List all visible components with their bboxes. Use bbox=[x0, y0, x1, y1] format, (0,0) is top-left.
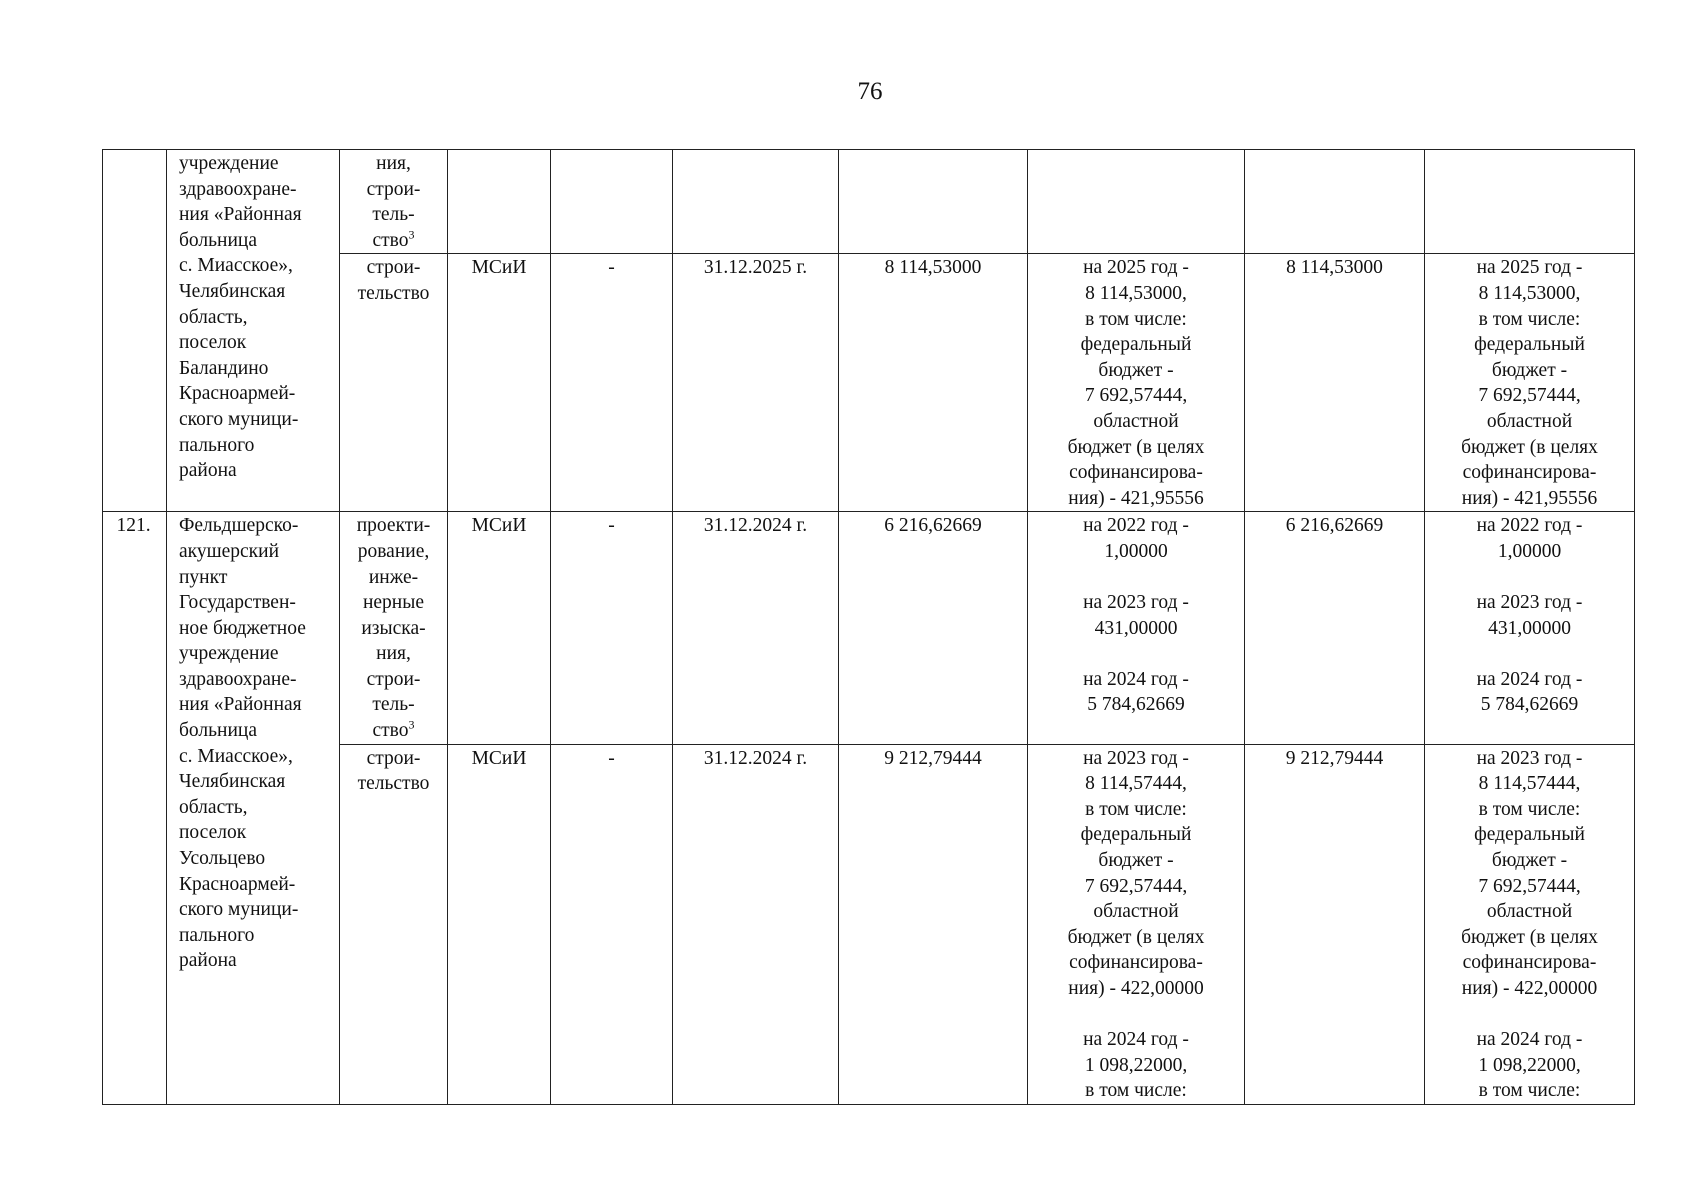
number-cell: 121. bbox=[103, 512, 167, 1105]
limit-cell: 9 212,79444 bbox=[1245, 744, 1425, 1104]
limit-financing-cell: на 2025 год - 8 114,53000, в том числе: федеральный бюджет - 7 692,57444, областной бюджет (в целях софинансирова- ния) - 421,95556 bbox=[1425, 254, 1635, 512]
object-name-cell: учреждение здравоохране- ния «Районная больница с. Миасское», Челябинская область, поселок Баландино Красноармей- ского муници- пального района bbox=[167, 150, 340, 512]
empty-cell bbox=[448, 150, 551, 254]
table-row bbox=[103, 150, 1635, 254]
table-row bbox=[103, 512, 1635, 744]
empty-cell bbox=[839, 150, 1028, 254]
financing-cell: на 2022 год - 1,00000 на 2023 год - 431,00000 на 2024 год - 5 784,62669 bbox=[1028, 512, 1245, 744]
work-stage-cell bbox=[340, 512, 448, 744]
financing-cell: на 2025 год - 8 114,53000, в том числе: федеральный бюджет - 7 692,57444, областной бюджет (в целях софинансирова- ния) - 421,95556 bbox=[1028, 254, 1245, 512]
empty-cell bbox=[1028, 150, 1245, 254]
limit-financing-cell: на 2023 год - 8 114,57444, в том числе: федеральный бюджет - 7 692,57444, областной бюджет (в целях софинансирова- ния) - 422,00000 на 2024 год - 1 098,22000, в том числе: bbox=[1425, 744, 1635, 1104]
dash-cell: - bbox=[551, 744, 673, 1104]
investment-table bbox=[102, 149, 1635, 1105]
page-number: 76 bbox=[857, 78, 883, 105]
footnote-mark: 3 bbox=[408, 227, 415, 242]
work-stage-cell: строи- тельство bbox=[340, 744, 448, 1104]
customer-cell: МСиИ bbox=[448, 744, 551, 1104]
dash-cell: - bbox=[551, 254, 673, 512]
dash-cell: - bbox=[551, 512, 673, 744]
empty-cell bbox=[1245, 150, 1425, 254]
empty-cell bbox=[551, 150, 673, 254]
object-name-cell: Фельдшерско- акушерский пункт Государствен- ное бюджетное учреждение здравоохране- ния «Районная больница с. Миасское», Челябинская область, поселок Усольцево Красноармей- ского муници- пального района bbox=[167, 512, 340, 1105]
empty-cell bbox=[1425, 150, 1635, 254]
deadline-cell: 31.12.2024 г. bbox=[673, 744, 839, 1104]
cost-cell: 9 212,79444 bbox=[839, 744, 1028, 1104]
work-stage-cell bbox=[340, 150, 448, 254]
work-stage-cell: строи- тельство bbox=[340, 254, 448, 512]
work-stage-text: ния, строи- тель- ство bbox=[366, 153, 421, 251]
work-stage-text: проекти- рование, инже- нерные изыска- ния, строи- тель- ство bbox=[356, 515, 431, 742]
customer-cell: МСиИ bbox=[448, 254, 551, 512]
cost-cell: 8 114,53000 bbox=[839, 254, 1028, 512]
empty-cell bbox=[673, 150, 839, 254]
number-cell bbox=[103, 150, 167, 512]
deadline-cell: 31.12.2024 г. bbox=[673, 512, 839, 744]
footnote-mark: 3 bbox=[408, 717, 415, 732]
customer-cell: МСиИ bbox=[448, 512, 551, 744]
financing-cell: на 2023 год - 8 114,57444, в том числе: федеральный бюджет - 7 692,57444, областной бюджет (в целях софинансирова- ния) - 422,00000 на 2024 год - 1 098,22000, в том числе: bbox=[1028, 744, 1245, 1104]
deadline-cell: 31.12.2025 г. bbox=[673, 254, 839, 512]
cost-cell: 6 216,62669 bbox=[839, 512, 1028, 744]
limit-cell: 6 216,62669 bbox=[1245, 512, 1425, 744]
limit-financing-cell: на 2022 год - 1,00000 на 2023 год - 431,00000 на 2024 год - 5 784,62669 bbox=[1425, 512, 1635, 744]
limit-cell: 8 114,53000 bbox=[1245, 254, 1425, 512]
